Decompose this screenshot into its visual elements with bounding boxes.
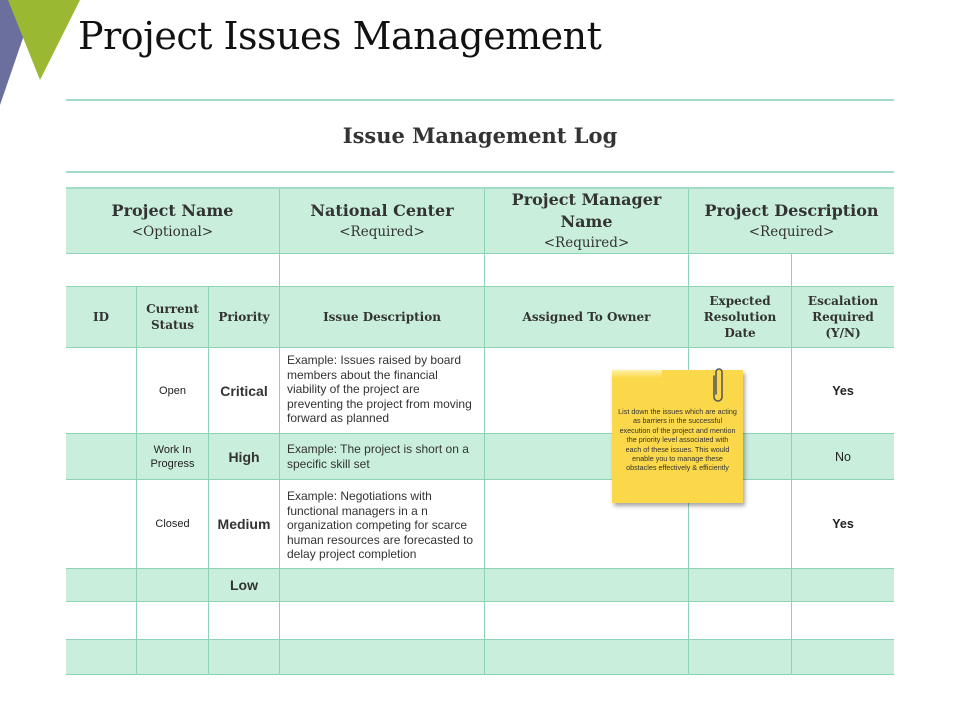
header-title: Project Name [111,201,234,220]
issue-description-cell[interactable] [280,569,485,602]
escalation-cell[interactable] [792,640,894,675]
resolution-date-cell[interactable] [689,640,792,675]
header-sub: <Optional> [131,224,214,240]
resolution-date-cell[interactable] [689,602,792,640]
header-national-center [280,189,485,254]
escalation-cell: Yes [792,480,894,569]
page-title: Project Issues Management [78,14,602,58]
id-cell[interactable] [66,480,137,569]
status-cell[interactable] [137,602,209,640]
status-cell: Work In Progress [137,434,209,480]
header-sub: <Required> [543,235,630,251]
issue-description-cell[interactable] [280,640,485,675]
col-header-issue: Issue Description [280,287,485,348]
header-sub: <Required> [339,224,425,240]
header-title: Project Description [704,201,879,220]
owner-cell[interactable] [485,602,689,640]
col-header-owner: Assigned To Owner [485,287,689,348]
issue-description-cell: Example: The project is short on a specific skill set [280,434,485,480]
id-cell[interactable] [66,434,137,480]
escalation-cell[interactable] [792,602,894,640]
project-description-cell[interactable] [792,254,894,287]
corner-triangles-decoration [0,0,90,110]
priority-cell: High [209,434,280,480]
issue-description-cell: Example: Issues raised by board members about the financial viability of the project are preventing the project from moving forward as planned [280,348,485,434]
priority-cell: Low [209,569,280,602]
id-cell[interactable] [66,569,137,602]
header-title: National Center [310,201,454,220]
status-cell[interactable] [137,640,209,675]
priority-cell[interactable] [209,640,280,675]
escalation-cell: Yes [792,348,894,434]
log-title-band [66,99,894,173]
owner-cell[interactable] [485,640,689,675]
col-header-priority: Priority [209,287,280,348]
issue-description-cell: Example: Negotiations with functional managers in a n organization competing for scarce human resources are forecasted to delay project completion [280,480,485,569]
col-header-escalation: Escalation Required (Y/N) [792,287,894,348]
resolution-date-cell[interactable] [689,569,792,602]
project-description-cell[interactable] [689,254,792,287]
paperclip-icon [712,364,726,404]
col-header-status: Current Status [137,287,209,348]
log-title: Issue Management Log [342,123,618,148]
header-project-manager-name [485,189,689,254]
priority-cell: Critical [209,348,280,434]
escalation-cell[interactable] [792,569,894,602]
national-center-cell[interactable] [280,254,485,287]
header-title: Project Manager Name [511,190,662,231]
id-cell[interactable] [66,348,137,434]
project-name-cell[interactable] [66,254,280,287]
issue-log-table [66,187,894,673]
header-sub: <Required> [748,224,835,240]
id-cell[interactable] [66,602,137,640]
issue-description-cell[interactable] [280,602,485,640]
note-curl-decoration [612,370,662,378]
escalation-cell: No [792,434,894,480]
sticky-note-text: List down the issues which are acting as barriers in the successful execution of the project and mention the priority level associated with each of these issues. This would enable you to manage these obstacles effectively & efficiently [618,407,737,473]
header-project-description [689,189,894,254]
status-cell[interactable] [137,569,209,602]
owner-cell[interactable] [485,569,689,602]
status-cell: Closed [137,480,209,569]
header-project-name [66,189,280,254]
status-cell: Open [137,348,209,434]
priority-cell: Medium [209,480,280,569]
col-header-id: ID [66,287,137,348]
priority-cell[interactable] [209,602,280,640]
id-cell[interactable] [66,640,137,675]
col-header-resolution: Expected Resolution Date [689,287,792,348]
project-manager-cell[interactable] [485,254,689,287]
